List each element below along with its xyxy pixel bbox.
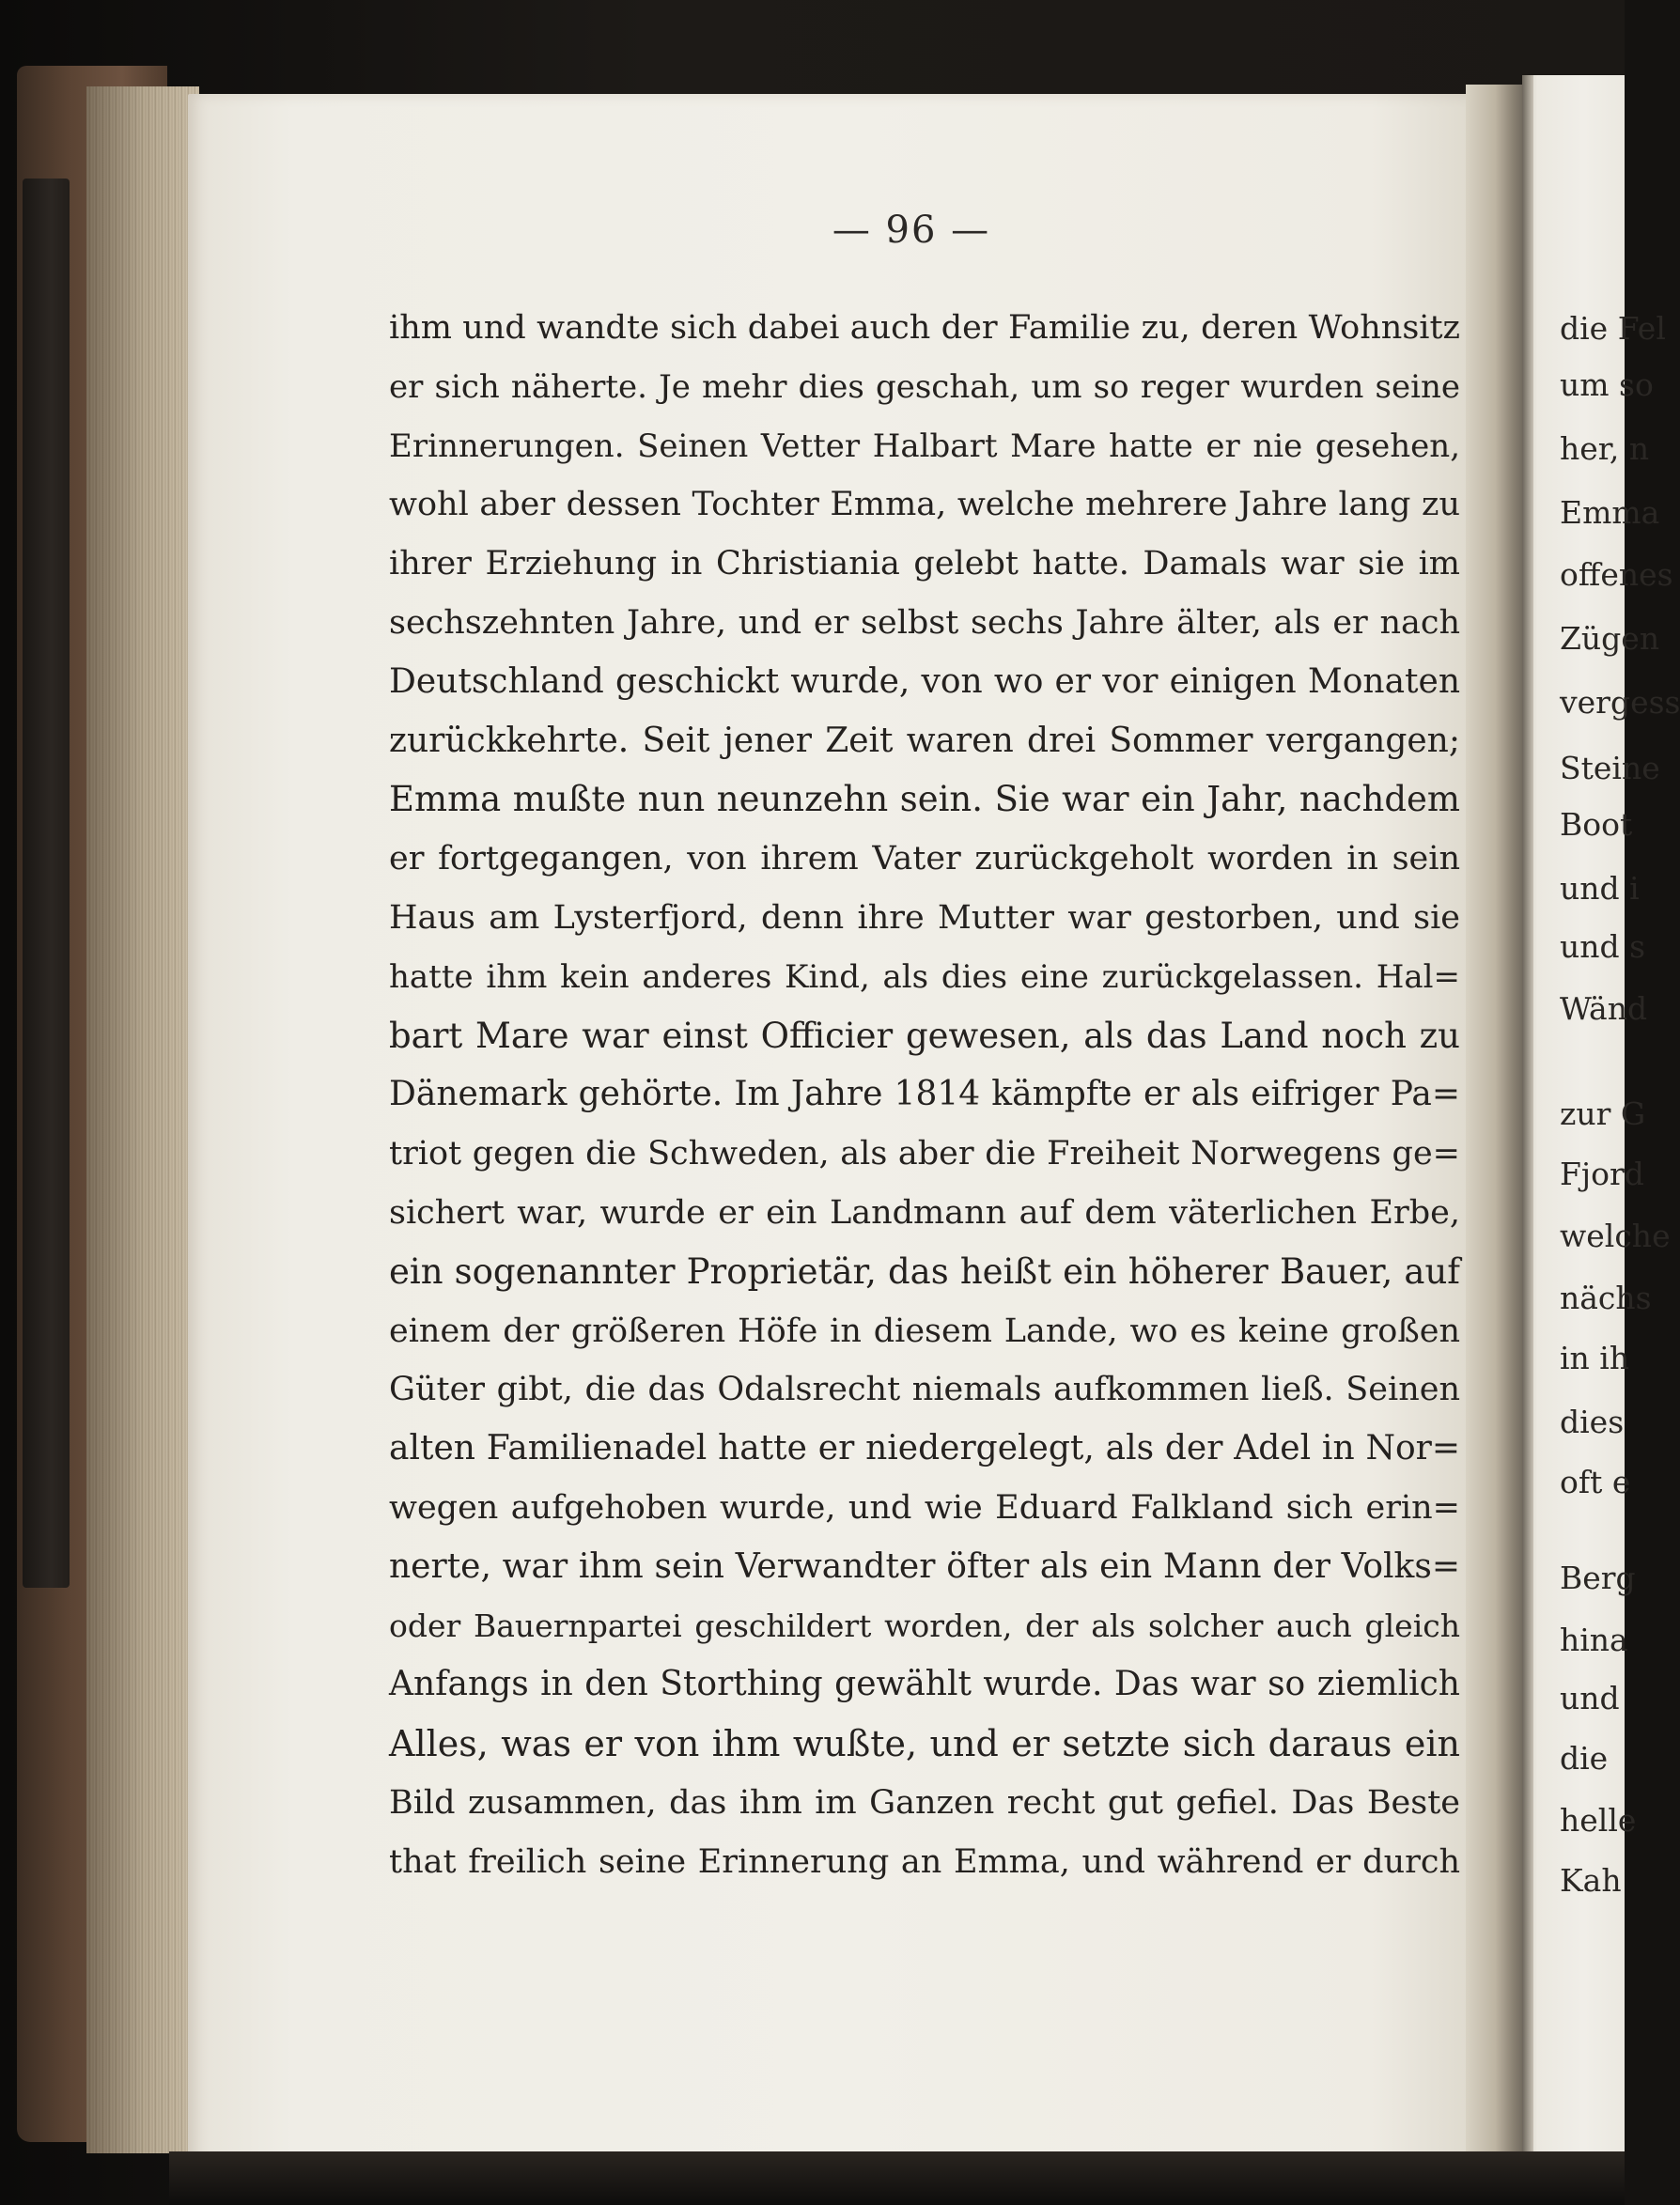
facing-page-line-fragment: und bbox=[1560, 1680, 1620, 1716]
text-line: that freilich seine Erinnerung an Emma, und während er durch bbox=[389, 1842, 1460, 1881]
facing-page-line-fragment: Wänd bbox=[1560, 990, 1648, 1027]
facing-page-line-fragment: und s bbox=[1560, 928, 1646, 965]
text-line: Alles, was er von ihm wußte, und er setzte sich daraus ein bbox=[389, 1723, 1460, 1765]
text-line: Güter gibt, die das Odalsrecht niemals aufkommen ließ. Seinen bbox=[389, 1371, 1460, 1409]
text-line: Dänemark gehörte. Im Jahre 1814 kämpfte er als eifriger Pa= bbox=[389, 1075, 1460, 1114]
facing-page-edge bbox=[1522, 75, 1533, 2170]
facing-page-line-fragment: um so bbox=[1560, 366, 1654, 403]
book-spine-band bbox=[23, 179, 70, 1588]
text-line: nerte, war ihm sein Verwandter öfter als ein Mann der Volks= bbox=[389, 1546, 1460, 1586]
facing-page-line-fragment: vergess bbox=[1560, 684, 1680, 721]
text-line: sechszehnten Jahre, und er selbst sechs Jahre älter, als er nach bbox=[389, 603, 1460, 642]
text-line: hatte ihm kein anderes Kind, als dies eine zurückgelassen. Hal= bbox=[389, 957, 1460, 996]
facing-page-line-fragment: die bbox=[1560, 1740, 1609, 1777]
text-line: alten Familienadel hatte er niedergelegt, als der Adel in Nor= bbox=[389, 1429, 1460, 1468]
facing-page-line-fragment: oft e bbox=[1560, 1464, 1631, 1500]
text-line: oder Bauernpartei geschildert worden, der als solcher auch gleich bbox=[389, 1607, 1460, 1644]
text-line: sichert war, wurde er ein Landmann auf dem väterlichen Erbe, bbox=[389, 1193, 1460, 1232]
text-line: Erinnerungen. Seinen Vetter Halbart Mare hatte er nie gesehen, bbox=[389, 427, 1460, 465]
facing-page-line-fragment: die Fel bbox=[1560, 310, 1666, 347]
text-line: zurückkehrte. Seit jener Zeit waren drei Sommer vergangen; bbox=[389, 721, 1460, 760]
text-line: triot gegen die Schweden, als aber die Freiheit Norwegens ge= bbox=[389, 1135, 1460, 1173]
bottom-shadow bbox=[169, 2151, 1625, 2205]
facing-page-line-fragment: helle bbox=[1560, 1802, 1637, 1839]
text-line: bart Mare war einst Officier gewesen, als das Land noch zu bbox=[389, 1015, 1460, 1056]
facing-page-line-fragment: her, n bbox=[1560, 430, 1650, 467]
text-line: Bild zusammen, das ihm im Ganzen recht gut gefiel. Das Beste bbox=[389, 1783, 1460, 1822]
facing-page-line-fragment: Emma bbox=[1560, 494, 1660, 531]
facing-page-line-fragment: Steine bbox=[1560, 750, 1660, 786]
text-line: er sich näherte. Je mehr dies geschah, um so reger wurden seine bbox=[389, 367, 1460, 406]
facing-page-line-fragment: hina bbox=[1560, 1622, 1628, 1658]
facing-page-line-fragment: in ih bbox=[1560, 1340, 1630, 1376]
text-line: ihm und wandte sich dabei auch der Familie zu, deren Wohnsitz bbox=[389, 309, 1460, 347]
facing-page-line-fragment: und i bbox=[1560, 870, 1640, 907]
page-body-text bbox=[389, 299, 1460, 1892]
facing-page-line-fragment: dies bbox=[1560, 1404, 1625, 1440]
text-line: wegen aufgehoben wurde, und wie Eduard Falkland sich erin= bbox=[389, 1488, 1460, 1527]
facing-page-line-fragment: nächs bbox=[1560, 1280, 1652, 1316]
text-line: einem der größeren Höfe in diesem Lande, wo es keine großen bbox=[389, 1312, 1460, 1350]
facing-page-text bbox=[1560, 310, 1680, 1926]
facing-page-line-fragment: Boot bbox=[1560, 806, 1633, 843]
page-stack-shadow bbox=[86, 86, 199, 2153]
page-number: — 96 — bbox=[832, 209, 991, 252]
facing-page-line-fragment: offenes bbox=[1560, 556, 1673, 593]
facing-page-line-fragment: Fjord bbox=[1560, 1156, 1644, 1192]
text-line: wohl aber dessen Tochter Emma, welche mehrere Jahre lang zu bbox=[389, 486, 1460, 524]
facing-page-line-fragment: Kah bbox=[1560, 1862, 1622, 1899]
facing-page-line-fragment: Zügen bbox=[1560, 620, 1660, 657]
text-line: Emma mußte nun neunzehn sein. Sie war ein Jahr, nachdem bbox=[389, 779, 1460, 820]
text-line: ein sogenannter Proprietär, das heißt ein höherer Bauer, auf bbox=[389, 1250, 1460, 1292]
text-line: Deutschland geschickt wurde, von wo er vor einigen Monaten bbox=[389, 661, 1460, 701]
text-line: ihrer Erziehung in Christiania gelebt hatte. Damals war sie im bbox=[389, 545, 1460, 583]
facing-page-line-fragment: Berg bbox=[1560, 1560, 1636, 1596]
text-line: er fortgegangen, von ihrem Vater zurückgeholt worden in sein bbox=[389, 840, 1460, 878]
text-line: Haus am Lysterfjord, denn ihre Mutter war gestorben, und sie bbox=[389, 898, 1460, 937]
facing-page-line-fragment: zur G bbox=[1560, 1095, 1646, 1132]
text-line: Anfangs in den Storthing gewählt wurde. Das war so ziemlich bbox=[389, 1665, 1460, 1704]
facing-page-line-fragment: welche bbox=[1560, 1218, 1671, 1254]
